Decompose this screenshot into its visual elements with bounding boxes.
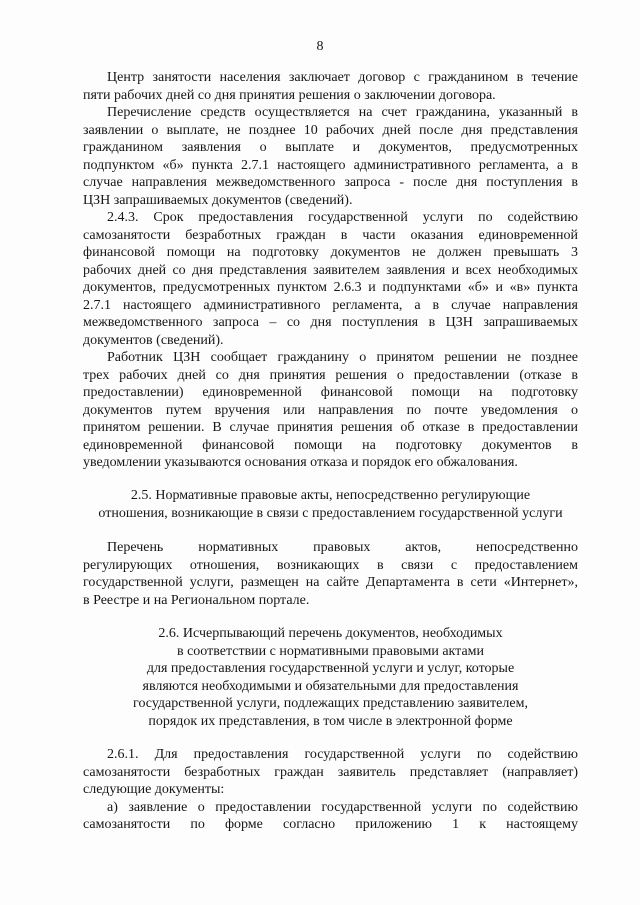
paragraph [83, 69, 578, 104]
section-2-6-text [83, 746, 578, 834]
heading-line: порядок их представления, в том числе в электронной форме [148, 713, 513, 729]
paragraph-line: Центр занятости населения заключает договор с гражданином в течение [107, 70, 578, 85]
paragraph-line: а) заявление о предоставлении государственной услуги по содействию [107, 799, 578, 815]
paragraph-line: принятом решении. В случае принятия решения об отказе в предоставлении [83, 420, 578, 435]
paragraph-line: документов (сведений). [83, 332, 224, 348]
paragraph-line: трех рабочих дней со дня принятия решения о предоставлении (отказе в [83, 367, 578, 383]
heading-line: в соответствии с нормативными правовыми актами [176, 643, 485, 659]
section-2-5-text [83, 539, 578, 609]
paragraph [83, 539, 578, 609]
paragraph-line: случае направления межведомственного запроса - после дня поступления в [83, 175, 578, 190]
paragraph-line: регулирующих отношения, возникающих в связи с предоставлением [83, 557, 578, 573]
paragraph-line: уведомлении указываются основания отказа и порядок его обжалования. [83, 455, 518, 470]
paragraph [83, 209, 578, 349]
page-number: 8 [316, 39, 324, 54]
paragraph-line: самозанятости безработных граждан в части оказания единовременной [83, 227, 578, 243]
paragraph-line: рабочих дней со дня представления заявителем заявления и всех необходимых [83, 262, 578, 278]
paragraph-line: следующие документы: [83, 782, 225, 797]
paragraph-line: документов путем вручения или направления по почте уведомления о [83, 402, 578, 418]
paragraph-line: Работник ЦЗН сообщает гражданину о принятом решении не позднее [107, 350, 578, 365]
paragraph-line: предоставлении) единовременной финансовой помощи на подготовку [83, 385, 578, 400]
paragraph-line: межведомственного запроса – со дня поступления в ЦЗН запрашиваемых [83, 315, 578, 330]
paragraph-line: Перечень нормативных правовых актов, непосредственно [107, 540, 578, 555]
paragraph-line: государственной услуги, размещен на сайте Департамента в сети «Интернет», [83, 575, 578, 590]
heading-line: для предоставления государственной услуги и услуг, которые [146, 661, 515, 676]
paragraph-line: 2.6.1. Для предоставления государственной услуги по содействию [107, 747, 578, 762]
paragraph-line: заявлении о выплате, не позднее 10 рабочих дней после дня представления [83, 122, 578, 138]
paragraph-line: Перечисление средств осуществляется на счет гражданина, указанный в [107, 105, 578, 120]
paragraph-line: финансовой помощи на подготовку документов не должен превышать 3 [83, 245, 578, 260]
paragraph-line: ЦЗН запрашиваемых документов (сведений). [83, 192, 353, 208]
paragraph [83, 349, 578, 472]
section-2-6-heading [83, 625, 578, 730]
paragraph [83, 746, 578, 799]
paragraph [83, 104, 578, 209]
paragraph-line: гражданином заявления о выплате и документов, предусмотренных [83, 140, 578, 155]
paragraph-line: 2.4.3. Срок предоставления государственной услуги по содействию [107, 210, 578, 225]
heading-line: отношения, возникающие в связи с предоставлением государственной услуги [98, 505, 563, 521]
section-2-5-heading [83, 487, 578, 522]
paragraph-line: самозанятости по форме согласно приложению 1 к настоящему [83, 817, 578, 832]
paragraph-line: в Реестре и на Региональном портале. [83, 592, 310, 608]
paragraph-line: 2.7.1 настоящего административного регламента, а в случае направления [83, 297, 578, 313]
heading-line: являются необходимыми и обязательными для предоставления [142, 678, 519, 694]
heading-line: государственной услуги, подлежащих представлению заявителем, [133, 696, 528, 711]
heading-line: 2.6. Исчерпывающий перечень документов, необходимых [158, 626, 503, 641]
paragraph-line: пяти рабочих дней со дня принятия решения о заключении договора. [83, 87, 496, 103]
paragraph-line: документов, предусмотренных пунктом 2.6.3 и подпунктами «б» и «в» пункта [83, 280, 578, 295]
paragraph [83, 799, 578, 834]
paragraph-line: подпунктом «б» пункта 2.7.1 настоящего административного регламента, а в [83, 157, 578, 173]
section-2-4-text [83, 69, 578, 472]
paragraph-line: самозанятости безработных граждан заявитель представляет (направляет) [83, 764, 578, 780]
heading-line: 2.5. Нормативные правовые акты, непосредственно регулирующие [130, 488, 531, 503]
paragraph-line: единовременной финансовой помощи на подготовку документов в [83, 437, 578, 453]
